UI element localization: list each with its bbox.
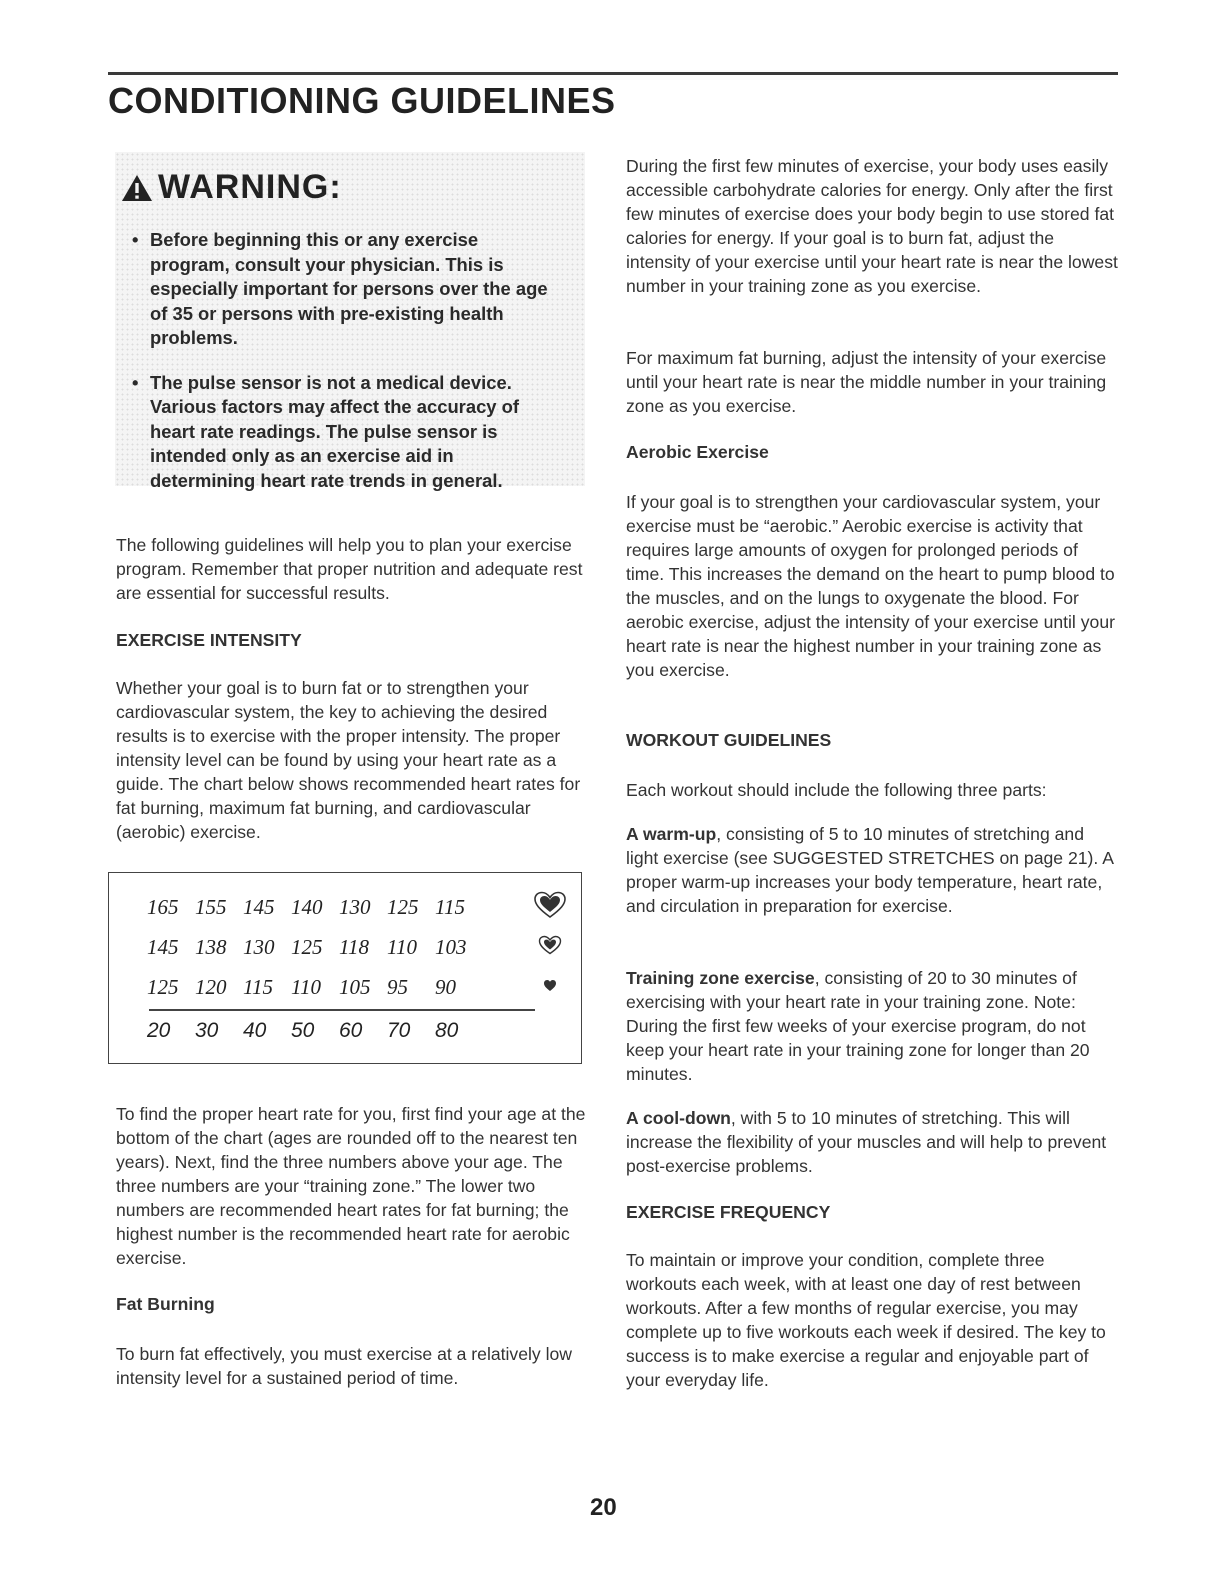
exercise-frequency-heading: EXERCISE FREQUENCY	[626, 1202, 831, 1222]
chart-value: 145	[243, 895, 275, 919]
exercise-frequency-paragraph: To maintain or improve your condition, complete three workouts each week, with at least one day of rest between workouts. After a few months of regular exercise, you may complete up to five workouts each week if desired. The key to success is to make exercise a regular and enjoyable part of your everyday life.	[626, 1250, 1106, 1390]
chart-value: 165	[147, 895, 179, 919]
chart-value: 145	[147, 935, 179, 959]
chart-value: 155	[195, 895, 227, 919]
chart-row-max-fat-burning	[147, 935, 483, 960]
page-title: CONDITIONING GUIDELINES	[108, 80, 616, 121]
warning-triangle-icon	[120, 173, 154, 203]
exercise-intensity-paragraph: Whether your goal is to burn fat or to strengthen your cardiovascular system, the key to achieving the desired results is to exercise with the proper intensity. The proper intensity level can be found by using your heart rate as a guide. The chart below shows recommended heart rates for fat burning, maximum fat burning, and cardiovascular (aerobic) exercise.	[116, 678, 581, 842]
chart-value: 140	[291, 895, 323, 919]
bullet-icon: •	[132, 371, 139, 393]
chart-row-aerobic	[147, 895, 483, 920]
chart-value: 138	[195, 935, 227, 959]
warning-item	[130, 371, 560, 494]
chart-value: 118	[339, 935, 369, 959]
warning-title-text: WARNING:	[158, 168, 342, 206]
chart-age: 60	[339, 1019, 363, 1042]
chart-age: 80	[435, 1019, 459, 1042]
chart-value: 105	[339, 975, 371, 999]
chart-row-fat-burning	[147, 975, 483, 1000]
chart-value: 115	[243, 975, 273, 999]
chart-divider	[149, 1009, 535, 1011]
heart-rate-chart	[108, 872, 582, 1064]
chart-value: 125	[387, 895, 419, 919]
chart-value: 103	[435, 935, 467, 959]
aerobic-exercise-heading: Aerobic Exercise	[626, 442, 769, 462]
max-fat-burning-paragraph: For maximum fat burning, adjust the intensity of your exercise until your heart rate is near the middle number in your training zone as you exercise.	[626, 348, 1107, 416]
heart-medium-icon	[538, 935, 562, 955]
carbohydrate-paragraph: During the first few minutes of exercise, your body uses easily accessible carbohydrate calories for energy. Only after the first few minutes of exercise does your body begin to use stored fat calories for energy. If your goal is to burn fat, adjust the intensity of your exercise until your heart rate is near the lowest number in your training zone as you exercise.	[626, 156, 1118, 296]
chart-value: 125	[147, 975, 179, 999]
training-zone-text: , consisting of 20 to 30 minutes of exercising with your heart rate in your training zone. Note: During the first few weeks of your exercise program, do not keep your heart rate in your training zone for longer than 20 minutes.	[626, 968, 1090, 1084]
chart-value: 110	[291, 975, 321, 999]
chart-value: 130	[243, 935, 275, 959]
workout-intro-paragraph: Each workout should include the following three parts:	[626, 780, 1047, 800]
bullet-icon: •	[132, 229, 139, 250]
chart-value: 115	[435, 895, 465, 919]
chart-age: 70	[387, 1019, 411, 1042]
intro-paragraph: The following guidelines will help you to plan your exercise program. Remember that proper nutrition and adequate rest are essential for successful results.	[116, 535, 583, 603]
chart-value: 125	[291, 935, 323, 959]
heart-large-icon	[533, 891, 567, 919]
cool-down-paragraph	[626, 1106, 1118, 1178]
workout-guidelines-heading: WORKOUT GUIDELINES	[626, 730, 832, 750]
training-zone-lead: Training zone exercise	[626, 968, 815, 988]
aerobic-exercise-paragraph: If your goal is to strengthen your cardiovascular system, your exercise must be “aerobic.” Aerobic exercise is activity that requires large amounts of oxygen for prolonged periods of time. This increases the demand on the heart to pump blood to the muscles, and on the lungs to oxygenate the blood. For aerobic exercise, adjust the intensity of your exercise until your heart rate is near the highest number in your training zone as you exercise.	[626, 492, 1115, 680]
warning-item-text: Before beginning this or any exercise program, consult your physician. This is especially important for persons over the age of 35 or persons with pre-existing health problems.	[150, 229, 548, 348]
page-number: 20	[590, 1494, 617, 1521]
chart-row-ages	[147, 1019, 483, 1043]
chart-value: 95	[387, 975, 408, 999]
warm-up-lead: A warm-up	[626, 824, 717, 844]
warm-up-paragraph	[626, 822, 1118, 918]
chart-value: 90	[435, 975, 456, 999]
warning-title	[120, 168, 342, 207]
warning-list	[130, 228, 560, 513]
chart-age: 30	[195, 1019, 219, 1042]
cool-down-lead: A cool-down	[626, 1108, 731, 1128]
chart-value: 130	[339, 895, 371, 919]
chart-instructions-paragraph: To find the proper heart rate for you, first find your age at the bottom of the chart (ages are rounded off to the nearest ten years). Next, find the three numbers above your age. The three numbers are your “training zone.” The lower two numbers are recommended heart rates for fat burning; the highest number is the recommended heart rate for aerobic exercise.	[116, 1104, 586, 1268]
training-zone-paragraph	[626, 966, 1118, 1086]
top-rule	[108, 72, 1118, 75]
warm-up-text: , consisting of 5 to 10 minutes of stretching and light exercise (see SUGGESTED STRETCHES on page 21). A proper warm-up increases your body temperature, heart rate, and circulation in preparation for exercise.	[626, 824, 1113, 916]
warning-item-text: The pulse sensor is not a medical device. Various factors may affect the accuracy of heart rate readings. The pulse sensor is intended only as an exercise aid in determining heart rate trends in general.	[150, 371, 519, 491]
fat-burning-paragraph: To burn fat effectively, you must exercise at a relatively low intensity level for a sustained period of time.	[116, 1344, 573, 1388]
chart-age: 50	[291, 1019, 315, 1042]
chart-age: 40	[243, 1019, 267, 1042]
fat-burning-heading: Fat Burning	[116, 1294, 215, 1314]
heart-small-icon	[543, 979, 557, 992]
chart-age: 20	[147, 1019, 171, 1042]
exercise-intensity-heading: EXERCISE INTENSITY	[116, 630, 302, 650]
chart-value: 120	[195, 975, 227, 999]
cool-down-text: , with 5 to 10 minutes of stretching. This will increase the flexibility of your muscles and will help to prevent post-exercise problems.	[626, 1108, 1107, 1176]
chart-value: 110	[387, 935, 417, 959]
warning-item	[130, 228, 560, 351]
